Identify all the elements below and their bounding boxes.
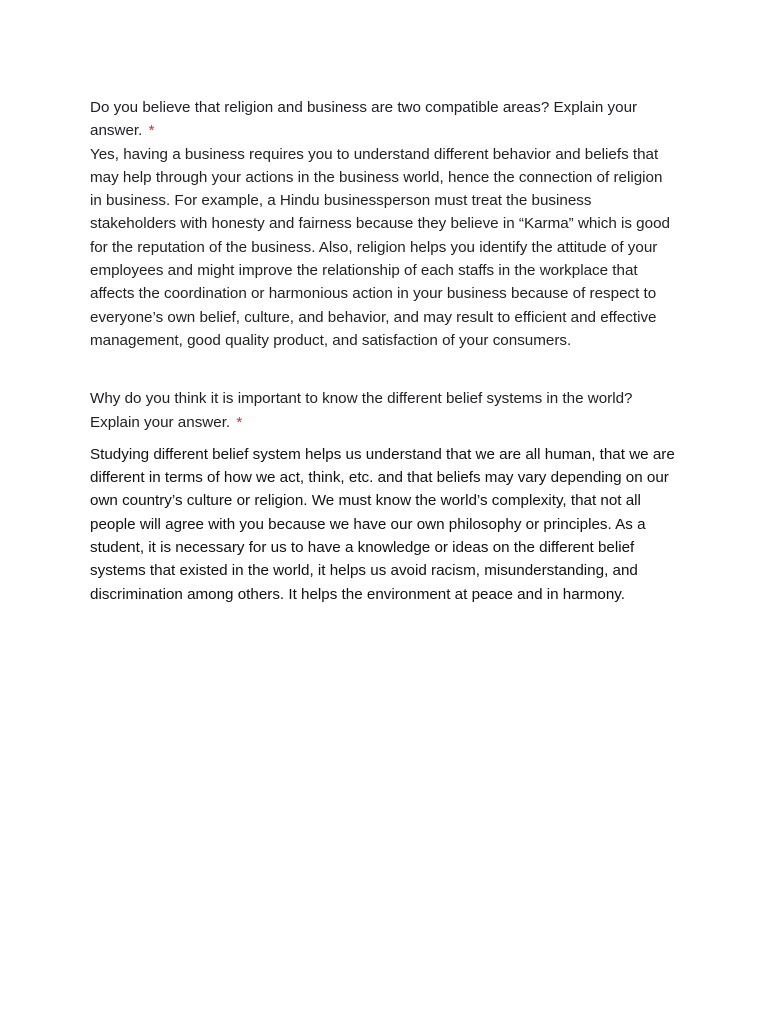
question-text	[90, 387, 678, 434]
required-asterisk: *	[236, 413, 243, 431]
answer-text: Studying different belief system helps us understand that we are all human, that we are different in terms of how we act, think, etc. and that beliefs may vary depending on our own country’s culture or religion. We must know the world’s complexity, that not all people will agree with you because we have our own philosophy or principles. As a student, it is necessary for us to have a knowledge or ideas on the different belief systems that existed in the world, it helps us avoid racism, misunderstanding, and discrimination among others. It helps the environment at peace and in harmony.	[90, 445, 675, 603]
qa-block-belief-systems	[90, 387, 678, 606]
required-asterisk: *	[148, 122, 155, 140]
answer-text: Yes, having a business requires you to understand different behavior and beliefs that may help through your actions in the business world, hence the connection of religion in business. For example, a Hindu businessperson must treat the business stakeholders with honesty and fairness because they believe in “Karma” which is good for the reputation of the business. Also, religion helps you identify the attitude of your employees and might improve the relationship of each staffs in the workplace that affects the coordination or harmonious action in your business because of respect to everyone’s own belief, culture, and behavior, and may result to efficient and effective management, good quality product, and satisfaction of your consumers.	[90, 145, 670, 349]
question-text	[90, 96, 678, 143]
question-label: Why do you think it is important to know the different belief systems in the world? Explain your answer.	[90, 390, 633, 431]
qa-block-religion-business	[90, 96, 678, 352]
question-label: Do you believe that religion and business are two compatible areas? Explain your answer.	[90, 99, 638, 140]
